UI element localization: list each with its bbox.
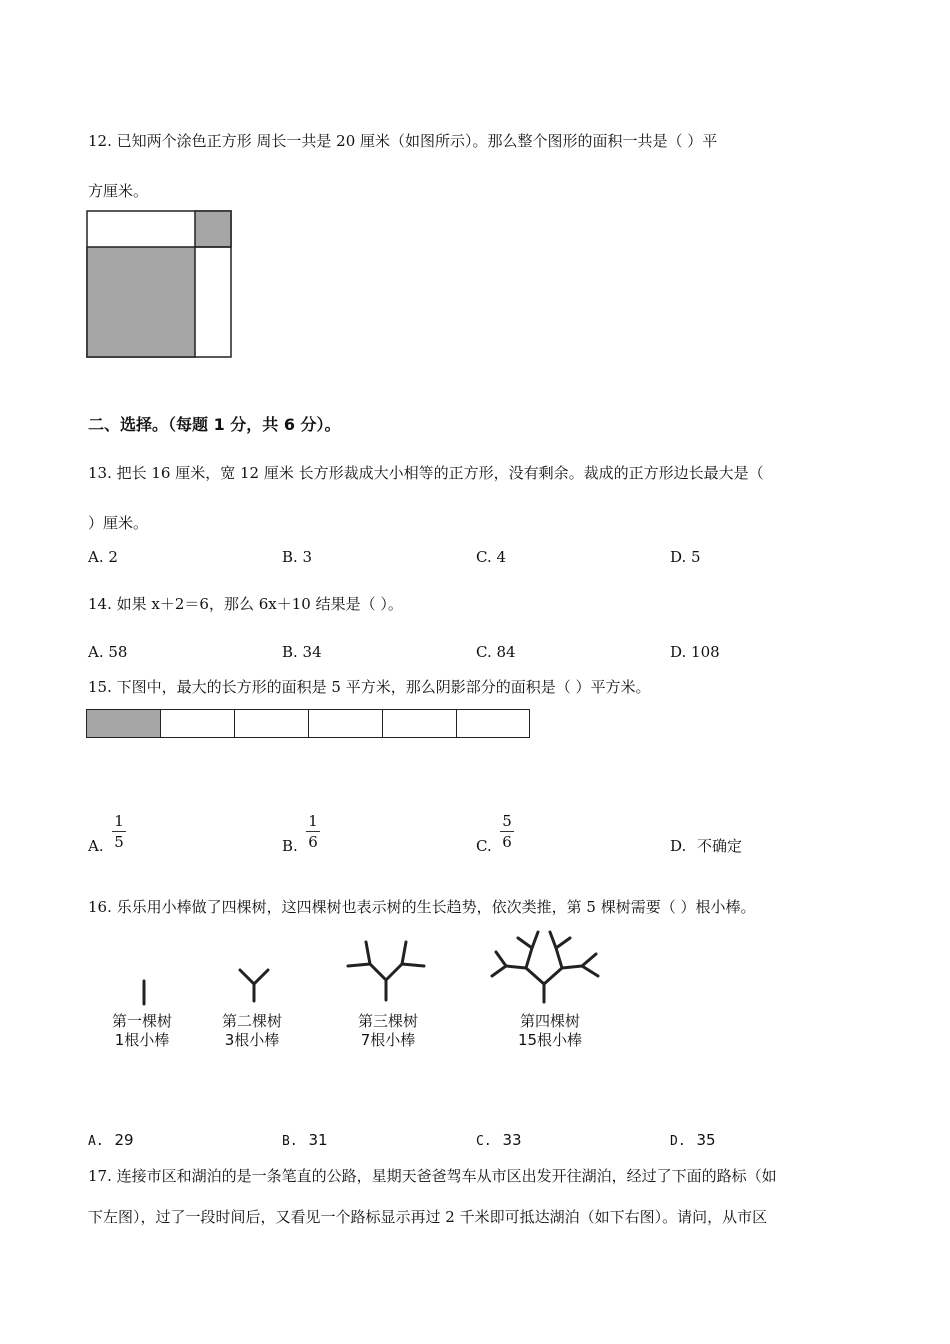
q15-option-b-fraction[interactable] <box>306 813 320 850</box>
fraction-bar <box>500 831 514 832</box>
fraction-numerator: 1 <box>308 812 318 830</box>
tree3-sticks <box>348 942 424 1000</box>
tree1-caption <box>92 1012 192 1050</box>
q15-option-b-label[interactable]: B. <box>282 837 298 855</box>
q15-option-d-label: D. <box>670 837 687 855</box>
q14-option-c[interactable]: C. 84 <box>476 643 516 661</box>
q13-option-d[interactable]: D. 5 <box>670 548 701 566</box>
q15-rectangle-strip <box>86 709 530 739</box>
tree1-count: 1根小棒 <box>114 1031 170 1049</box>
tree4-caption <box>500 1012 600 1050</box>
q14-option-b[interactable]: B. 34 <box>282 643 322 661</box>
tree3-caption <box>338 1012 438 1050</box>
fraction-bar <box>112 831 126 832</box>
q15-option-d[interactable] <box>670 836 742 856</box>
fraction-denominator: 6 <box>308 833 318 851</box>
q16-option-c-label: C. <box>476 1134 492 1149</box>
section-heading: 二、选择。（每题 1 分，共 6 分）。 <box>88 415 341 434</box>
q15-shaded-cell <box>86 709 161 738</box>
q13-option-a[interactable]: A. 2 <box>88 548 118 566</box>
q12-squares-figure <box>86 210 234 360</box>
q12-small-shaded-square <box>195 211 231 247</box>
q15-option-d-text: 不确定 <box>697 837 743 855</box>
fraction-numerator: 1 <box>114 812 124 830</box>
q16-option-b[interactable] <box>282 1130 328 1152</box>
q16-option-a-label: A. <box>88 1134 104 1149</box>
q16-option-a-value: 29 <box>114 1131 134 1149</box>
tree3-count: 7根小棒 <box>360 1031 416 1049</box>
q16-option-d-label: D. <box>670 1134 686 1149</box>
tree1-name: 第一棵树 <box>111 1012 172 1030</box>
q12-line1: 12. 已知两个涂色正方形 周长一共是 20 厘米（如图所示）。那么整个图形的面积一共是（ ）平 <box>88 132 718 150</box>
tree2-caption <box>202 1012 302 1050</box>
q15-cell <box>382 709 457 738</box>
q12-line2: 方厘米。 <box>88 182 149 200</box>
q14-option-d[interactable]: D. 108 <box>670 643 720 661</box>
q13-line2: ）厘米。 <box>88 514 149 532</box>
q12-large-shaded-square <box>87 247 195 357</box>
q17-line2: 下左图），过了一段时间后，又看见一个路标显示再过 2 千米即可抵达湖泊（如下右图）。请问，从市区 <box>88 1208 768 1226</box>
fraction-denominator: 5 <box>114 833 124 851</box>
q15-cell <box>234 709 309 738</box>
q16-option-c-value: 33 <box>502 1131 522 1149</box>
q14-option-a[interactable]: A. 58 <box>88 643 128 661</box>
q15-option-a-fraction[interactable] <box>112 813 126 850</box>
q16-trees-figure <box>100 928 620 1010</box>
q15-cell <box>456 709 530 738</box>
q16-option-a[interactable] <box>88 1130 134 1152</box>
q13-option-b[interactable]: B. 3 <box>282 548 313 566</box>
q15-cell <box>160 709 235 738</box>
q13-option-c[interactable]: C. 4 <box>476 548 507 566</box>
q16-option-d[interactable] <box>670 1130 716 1152</box>
tree2-sticks <box>240 970 268 1001</box>
q15-text: 15. 下图中，最大的长方形的面积是 5 平方米，那么阴影部分的面积是（ ）平方米。 <box>88 678 651 696</box>
q16-text: 16. 乐乐用小棒做了四棵树，这四棵树也表示树的生长趋势，依次类推，第 5 棵树需要（ ）根小棒。 <box>88 898 756 916</box>
tree4-sticks <box>492 932 598 1002</box>
q15-option-c-fraction[interactable] <box>500 813 514 850</box>
tree3-name: 第三棵树 <box>357 1012 418 1030</box>
tree4-count: 15根小棒 <box>517 1031 583 1049</box>
q16-option-c[interactable] <box>476 1130 522 1152</box>
q14-text: 14. 如果 x＋2＝6，那么 6x＋10 结果是（ ）。 <box>88 595 403 613</box>
q16-option-b-label: B. <box>282 1134 298 1149</box>
tree2-count: 3根小棒 <box>224 1031 280 1049</box>
tree2-name: 第二棵树 <box>221 1012 282 1030</box>
q15-cell <box>308 709 383 738</box>
fraction-denominator: 6 <box>502 833 512 851</box>
q15-option-c-label[interactable]: C. <box>476 837 492 855</box>
q17-line1: 17. 连接市区和湖泊的是一条笔直的公路，星期天爸爸驾车从市区出发开往湖泊，经过了下面的路标（如 <box>88 1167 777 1185</box>
q16-option-d-value: 35 <box>696 1131 716 1149</box>
tree4-name: 第四棵树 <box>519 1012 580 1030</box>
fraction-numerator: 5 <box>502 812 512 830</box>
fraction-bar <box>306 831 320 832</box>
q13-line1: 13. 把长 16 厘米，宽 12 厘米 长方形裁成大小相等的正方形，没有剩余。裁成的正方形边长最大是（ <box>88 464 764 482</box>
q16-option-b-value: 31 <box>308 1131 328 1149</box>
q15-option-a-label[interactable]: A. <box>88 837 104 855</box>
